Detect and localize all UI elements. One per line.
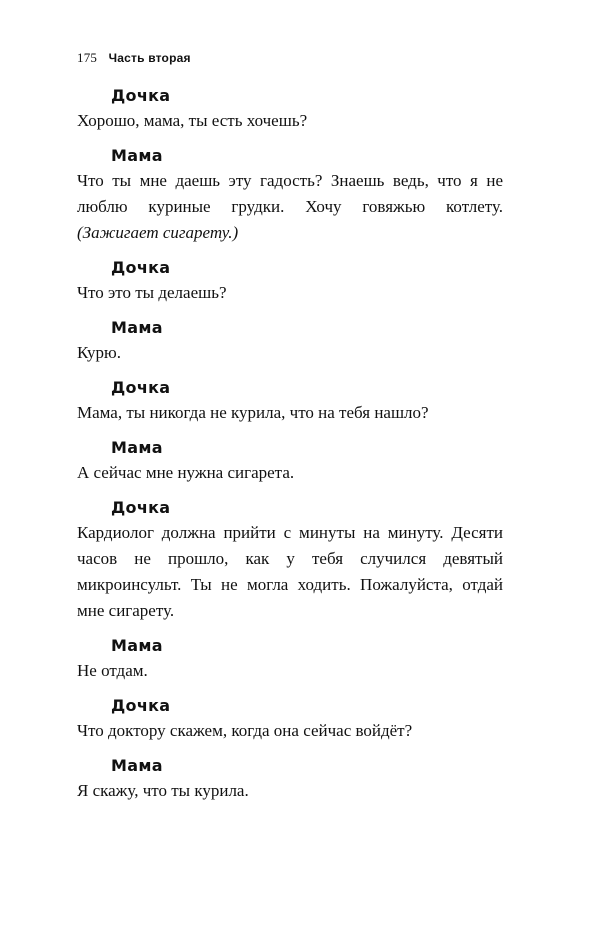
speech-line: Что доктору скажем, когда она сейчас войдёт? — [77, 721, 413, 740]
dialogue-block — [77, 436, 503, 486]
dialogue-block — [77, 694, 503, 744]
dialogue-block — [77, 316, 503, 366]
speech-line: Кардиолог должна прийти с минуты на минуту. Десяти часов не прошло, как у тебя случился девятый микроинсульт. Ты не могла ходить. Пожалуйста, отдай мне сигарету. — [77, 523, 503, 620]
dialogue-block — [77, 754, 503, 804]
speaker-name: Дочка — [111, 378, 171, 397]
speaker-name: Дочка — [111, 258, 171, 277]
speaker-name: Мама — [111, 146, 163, 165]
page-number: 175 — [77, 50, 98, 65]
section-title: Часть вторая — [108, 51, 191, 65]
dialogue-block — [77, 634, 503, 684]
speaker-name: Мама — [111, 636, 163, 655]
speaker-name: Мама — [111, 756, 163, 775]
speech-line: Я скажу, что ты курила. — [77, 781, 249, 800]
speech-line: Мама, ты никогда не курила, что на тебя нашло? — [77, 403, 429, 422]
speaker-name: Дочка — [111, 86, 171, 105]
running-head — [77, 50, 191, 66]
dialogue-text — [77, 84, 503, 814]
speech-line: Не отдам. — [77, 661, 148, 680]
dialogue-block — [77, 496, 503, 624]
speaker-name: Мама — [111, 318, 163, 337]
dialogue-block — [77, 376, 503, 426]
dialogue-block — [77, 256, 503, 306]
speech-line: Что это ты делаешь? — [77, 283, 227, 302]
dialogue-block — [77, 144, 503, 246]
speech-line: Курю. — [77, 343, 122, 362]
speaker-name: Мама — [111, 438, 163, 457]
speech-line — [77, 168, 503, 246]
speaker-name: Дочка — [111, 696, 171, 715]
stage-direction: (Зажигает сигарету.) — [77, 223, 239, 242]
speech-line: Хорошо, мама, ты есть хочешь? — [77, 111, 308, 130]
speech-text: Что ты мне даешь эту гадость? Знаешь ведь, что я не люблю куриные грудки. Хочу говяжью котлету. — [77, 171, 503, 216]
dialogue-block — [77, 84, 503, 134]
speech-line: А сейчас мне нужна сигарета. — [77, 463, 295, 482]
speaker-name: Дочка — [111, 498, 171, 517]
